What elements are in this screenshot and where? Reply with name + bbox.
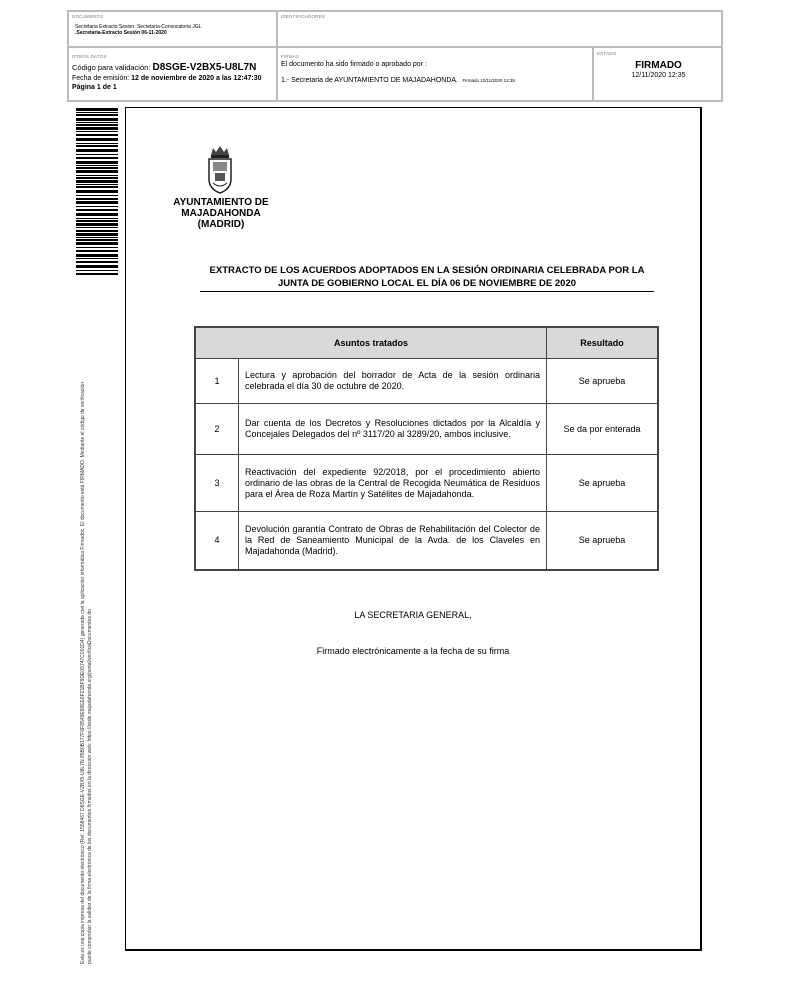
firmas-line2	[281, 69, 515, 87]
org-line1: AYUNTAMIENTO DE	[173, 197, 269, 208]
documento-cell	[68, 11, 277, 47]
table-row	[195, 404, 658, 455]
firma-fecha: Firmado 12/11/2020 12:35	[462, 78, 515, 83]
otros-datos-label: OTROS DATOS	[72, 54, 107, 59]
row-number: 4	[195, 512, 239, 570]
row-number: 2	[195, 404, 239, 455]
agreements-table	[194, 326, 659, 571]
column-asuntos: Asuntos tratados	[195, 327, 547, 359]
row-description: Reactivación del expediente 92/2018, por el procedimiento abierto ordinario de las obras de la Central de Recogida Neumática de Residuos para el Área de Roza Martín y Satélites de Majadahonda.	[239, 455, 547, 512]
firmas-label: FIRMAS	[281, 54, 300, 59]
estado-label: ESTADO	[597, 51, 617, 56]
estado-date: 12/11/2020 12:35	[631, 72, 686, 79]
firmante: 1.- Secretaria de AYUNTAMIENTO DE MAJADAHONDA.	[281, 77, 458, 84]
table-row	[195, 455, 658, 512]
signature-title: LA SECRETARIA GENERAL,	[354, 610, 472, 620]
verification-line1: Esta es una copia impresa del documento electrónico (Ref: 1558467 D8SGE-V2BX5-U8L7N 85B0B177F6F8549E98EE6F21BF9DE05747C001D4) generada con la aplicación informática Firmadoc. El documento está FIRMADO. Mediante el código de verificación	[80, 382, 86, 964]
documento-label: DOCUMENTO	[72, 14, 104, 19]
otros-datos-cell	[68, 47, 277, 101]
fecha-value: 12 de noviembre de 2020 a las 12:47:30	[131, 75, 262, 82]
document-header	[67, 10, 723, 102]
verification-line2: puede comprobar la validez de la firma electrónica de los documentos firmados en la dirección web: https://sede.majadahonda.org/portal/verificaDocumentos.do	[86, 609, 93, 964]
identificadores-cell	[277, 11, 722, 47]
codigo-value[interactable]: D8SGE-V2BX5-U8L7N	[152, 62, 257, 73]
row-number: 3	[195, 455, 239, 512]
row-description: Devolución garantía Contrato de Obras de Rehabilitación del Colector de la Red de Saneamiento Municipal de la Avda. de los Claveles en Majadahonda (Madrid).	[239, 512, 547, 570]
org-line2: MAJADAHONDA	[181, 208, 261, 219]
codigo-validacion	[72, 62, 256, 73]
codigo-label: Código para validación:	[72, 63, 151, 72]
documento-line1: Secretaria Extracto Sesion: Secretaria-Convocatoria JGL	[75, 24, 202, 30]
fecha-label: Fecha de emisión:	[72, 75, 130, 82]
document-title	[200, 264, 654, 292]
table-row	[195, 512, 658, 570]
signature-note: Firmado electrónicamente a la fecha de su firma	[316, 646, 510, 656]
row-result: Se aprueba	[547, 359, 659, 404]
pagina-indicator: Página 1 de 1	[72, 84, 117, 91]
fecha-emision	[72, 75, 262, 82]
row-number: 1	[195, 359, 239, 404]
identificadores-label: IDENTIFICADORES	[281, 14, 326, 19]
estado-cell	[593, 47, 722, 101]
row-description: Lectura y aprobación del borrador de Acta de la sesión ordinaria celebrada el día 30 de octubre de 2020.	[239, 359, 547, 404]
firmas-line1: El documento ha sido firmado o aprobado por :	[281, 61, 427, 68]
row-description: Dar cuenta de los Decretos y Resoluciones dictados por la Alcaldía y Concejales Delegados del nº 3117/20 al 3289/20, ambos inclusive.	[239, 404, 547, 455]
organization-name	[156, 197, 286, 230]
firmas-cell	[277, 47, 593, 101]
title-line2: JUNTA DE GOBIERNO LOCAL EL DÍA 06 DE NOVIEMBRE DE 2020	[277, 278, 577, 289]
org-line3: (MADRID)	[197, 219, 245, 230]
coat-of-arms-icon	[205, 145, 235, 195]
table-row	[195, 359, 658, 404]
row-result: Se da por enterada	[547, 404, 659, 455]
title-line1: EXTRACTO DE LOS ACUERDOS ADOPTADOS EN LA SESIÓN ORDINARIA CELEBRADA POR LA	[209, 265, 645, 276]
estado-value: FIRMADO	[635, 60, 682, 71]
column-resultado: Resultado	[547, 327, 659, 359]
row-result: Se aprueba	[547, 512, 659, 570]
barcode-image	[76, 108, 118, 276]
documento-line2: .Secretaria-Extracto Sesión 06-11-2020	[75, 30, 167, 36]
table-header-row	[195, 327, 658, 359]
row-result: Se aprueba	[547, 455, 659, 512]
verification-side-text	[80, 264, 93, 964]
